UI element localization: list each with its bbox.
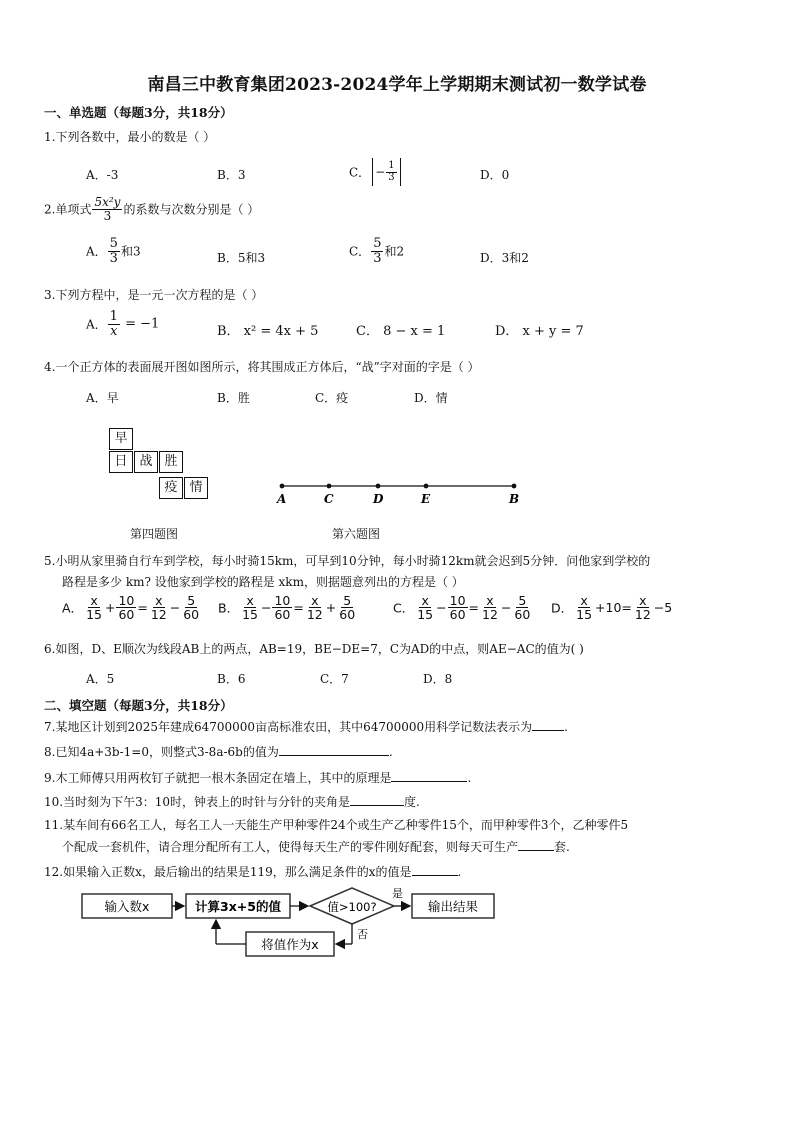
label-d: D	[373, 492, 384, 506]
point-e	[424, 484, 429, 489]
q4-option-a[interactable]: A．早	[86, 391, 119, 405]
q2-option-c[interactable]: C． $\frac{5}{3}$ 和2	[349, 236, 405, 266]
page-title: 南昌三中教育集团2023-2024学年上学期期末测试初一数学试卷	[147, 75, 647, 95]
flow-yes-label: 是	[392, 887, 403, 900]
segment-figure	[270, 478, 530, 508]
figure-4-caption: 第四题图	[130, 527, 179, 541]
flow-input-label: 输入数x	[104, 899, 150, 914]
figure-6-caption: 第六题图	[332, 527, 381, 541]
q1-option-b[interactable]: B．3	[217, 168, 246, 182]
label-e: E	[421, 492, 431, 506]
q5-option-c[interactable]: C． $\frac{x}{15}$ − $\frac{10}{60}$ = $\frac{x}{12}$ − $\frac{5}{60}$	[393, 593, 531, 623]
q3-option-a[interactable]: A． $\frac{1}{x}$ = −1	[86, 309, 160, 339]
flow-output-label: 输出结果	[427, 899, 479, 914]
abs-bar-left	[372, 158, 373, 186]
question-12: 12.如果输入正数x，最后输出的结果是119，那么满足条件的x的值是 .	[44, 865, 462, 879]
question-5-line-2: 路程是多少 km? 设他家到学校的路程是 xkm，则据题意列出的方程是（ ）	[62, 575, 464, 589]
q6-option-d[interactable]: D．8	[423, 672, 453, 686]
question-11-line-1: 11.某车间有66名工人，每名工人一天能生产甲种零件24个或生产乙种零件15个，而甲种零件3个，乙种零件5	[44, 818, 629, 832]
q2-monomial: $\frac{\text{5x²y}}{3}$	[94, 195, 121, 223]
q1-option-c-label: C．	[349, 165, 371, 180]
question-5-line-1: 5.小明从家里骑自行车到学校，每小时骑15km，可早到10分钟，每小时骑12km就会迟到5分钟．问他家到学校的	[44, 554, 651, 568]
point-d	[376, 484, 381, 489]
question-8: 8.已知4a+3b-1=0，则整式3-8a-6b的值为 .	[44, 745, 393, 759]
q3-option-c[interactable]: C． 8 − x = 1	[356, 324, 446, 339]
question-1-text: 1.下列各数中，最小的数是（ ）	[44, 130, 216, 144]
q1-option-a[interactable]: A．-3	[86, 168, 119, 182]
net-cell-zao: 早	[109, 428, 133, 450]
label-c: C	[324, 492, 334, 506]
answer-blank-11[interactable]	[518, 839, 554, 851]
q2-option-b[interactable]: B．5和3	[217, 251, 266, 265]
question-6-text: 6.如图，D、E顺次为线段AB上的两点，AB=19，BE−DE=7，C为AD的中点，则AE−AC的值为( )	[44, 642, 584, 656]
point-c	[327, 484, 332, 489]
section-heading-fill-blank: 二、填空题（每题3分，共18分）	[44, 698, 233, 713]
q1-option-d[interactable]: D．0	[480, 168, 510, 182]
flowchart	[80, 880, 500, 960]
abs-bar-right	[400, 158, 401, 186]
point-a	[280, 484, 285, 489]
question-11-line-2: 个配成一套机件，请合理分配所有工人，使得每天生产的零件刚好配套，则每天可生产 套.	[62, 840, 570, 854]
net-cell-zhan: 战	[134, 451, 158, 473]
net-cell-yi: 疫	[159, 477, 183, 499]
q4-option-d[interactable]: D．情	[414, 391, 448, 405]
flow-no-label: 否	[357, 928, 368, 941]
question-7: 7.某地区计划到2025年建成64700000亩高标准农田，其中64700000用科学记数法表示为 .	[44, 720, 568, 734]
answer-blank-8[interactable]	[279, 744, 389, 756]
question-2-text: 2.单项式 $\frac{\text{5x²y}}{3}$ 的系数与次数分别是（ ）	[44, 195, 260, 223]
flow-assign-label: 将值作为x	[261, 937, 319, 952]
net-cell-sheng: 胜	[159, 451, 183, 473]
q6-option-c[interactable]: C．7	[320, 672, 349, 686]
q4-option-b[interactable]: B．胜	[217, 391, 250, 405]
answer-blank-9[interactable]	[391, 770, 467, 782]
q5-option-d[interactable]: D． $\frac{x}{15}$ +10= $\frac{x}{12}$ −5	[551, 593, 673, 623]
question-10: 10.当时刻为下午3：10时，钟表上的时针与分针的夹角是 度.	[44, 795, 420, 809]
answer-blank-7[interactable]	[532, 719, 564, 731]
point-b	[512, 484, 517, 489]
q2-option-a[interactable]: A． $\frac{5}{3}$ 和3	[86, 236, 141, 266]
answer-blank-12[interactable]	[412, 864, 458, 876]
net-cell-qing: 情	[184, 477, 208, 499]
q5-option-b[interactable]: B． $\frac{x}{15}$ − $\frac{10}{60}$ = $\frac{x}{12}$ + $\frac{5}{60}$	[218, 593, 356, 623]
minus-sign: −	[375, 165, 386, 179]
q2-option-d[interactable]: D．3和2	[480, 251, 529, 265]
flow-decision-label: 值>100?	[327, 900, 377, 914]
q6-option-a[interactable]: A．5	[86, 672, 115, 686]
q1-option-c[interactable]	[349, 158, 401, 186]
question-9: 9.木工师傅只用两枚钉子就把一根木条固定在墙上，其中的原理是 .	[44, 771, 472, 785]
question-3-text: 3.下列方程中，是一元一次方程的是（ ）	[44, 288, 264, 302]
q3-option-d[interactable]: D． x + y = 7	[495, 324, 584, 339]
q1-fraction: $\frac{1}{3}$	[388, 160, 395, 183]
net-cell-ri: 日	[109, 451, 133, 473]
section-heading-single-choice: 一、单选题（每题3分，共18分）	[44, 105, 233, 120]
label-b: B	[509, 492, 520, 506]
q5-option-a[interactable]: A． $\frac{x}{15}$ + $\frac{10}{60}$ = $\frac{x}{12}$ − $\frac{5}{60}$	[62, 593, 200, 623]
q6-option-b[interactable]: B．6	[217, 672, 246, 686]
flow-compute-label: 计算3x+5的值	[195, 899, 281, 914]
label-a: A	[277, 492, 287, 506]
answer-blank-10[interactable]	[350, 794, 404, 806]
question-4-text: 4.一个正方体的表面展开图如图所示，将其围成正方体后，“战”字对面的字是（ ）	[44, 360, 480, 374]
q3-option-b[interactable]: B． x² = 4x + 5	[217, 324, 319, 339]
q4-option-c[interactable]: C．疫	[315, 391, 349, 405]
